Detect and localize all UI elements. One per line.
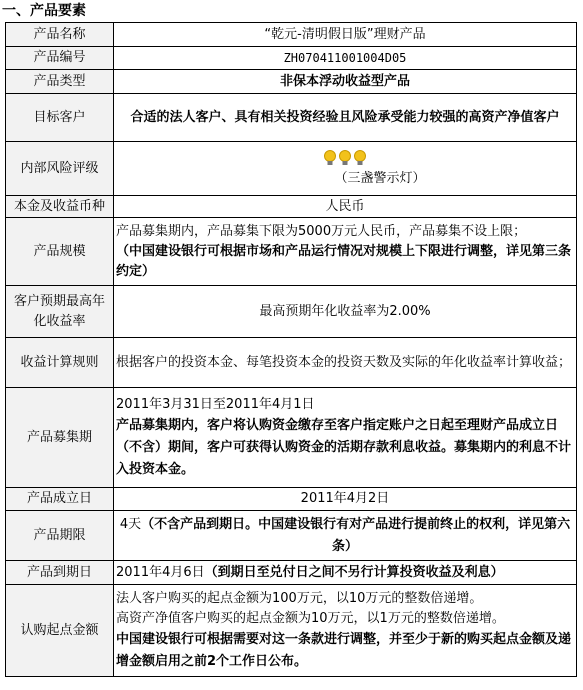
row-label: 收益计算规则	[6, 338, 114, 388]
table-row-name	[6, 23, 577, 47]
term-text: （不含产品到期日。中国建设银行有对产品进行提前终止的权利，详见第六条）	[141, 516, 571, 554]
minimum-line-1: 法人客户购买的起点金额为100万元，以10万元的整数倍递增。	[116, 590, 483, 606]
currency-value: 人民币	[114, 196, 577, 218]
minimum-line-3: 中国建设银行可根据需要对这一条款进行调整，并至少于新的购买起点金额及递增金额启用之前2个工作日公布。	[116, 631, 572, 669]
scale-line-2: （中国建设银行可根据市场和产品运行情况对规模上下限进行调整，详见第三条约定）	[116, 243, 572, 279]
table-row-risk	[6, 142, 577, 196]
establish-value: 2011年4月2日	[114, 488, 577, 511]
target-customer-value: 合适的法人客户、具有相关投资经验且风险承受能力较强的高资产净值客户	[114, 94, 577, 142]
row-label: 产品募集期	[6, 388, 114, 488]
light-bulb-icon	[323, 149, 337, 167]
maturity-cell	[114, 561, 577, 585]
light-bulb-icon	[338, 149, 352, 167]
row-label: 产品类型	[6, 70, 114, 94]
table-row-scale	[6, 218, 577, 286]
product-code-value: ZH070411001004D05	[114, 47, 577, 70]
table-row-raise	[6, 388, 577, 488]
section-title: 一、产品要素	[2, 3, 86, 19]
risk-rating-cell	[114, 142, 577, 196]
table-row-code	[6, 47, 577, 70]
table-row-maturity	[6, 561, 577, 585]
table-row-target	[6, 94, 577, 142]
row-label: 客户预期最高年化收益率	[6, 286, 114, 338]
warning-lights	[323, 149, 367, 167]
term-cell	[114, 511, 577, 561]
row-label: 产品期限	[6, 511, 114, 561]
row-label: 本金及收益币种	[6, 196, 114, 218]
yield-value: 最高预期年化收益率为2.00%	[114, 286, 577, 338]
product-type-value: 非保本浮动收益型产品	[114, 70, 577, 94]
row-label: 产品成立日	[6, 488, 114, 511]
table-row-minimum	[6, 585, 577, 677]
row-label: 目标客户	[6, 94, 114, 142]
scale-cell	[114, 218, 577, 286]
term-days: 4天	[119, 516, 142, 532]
table-row-calc	[6, 338, 577, 388]
raise-text: 产品募集期内，客户将认购资金缴存至客户指定账户之日起至理财产品成立日（不含）期间，客户可获得认购资金的活期存款利息收益。募集期内的利息不计入投资本金。	[116, 417, 572, 477]
row-label: 内部风险评级	[6, 142, 114, 196]
scale-line-1: 产品募集期内，产品募集下限为5000万元人民币，产品募集不设上限；	[116, 223, 527, 239]
product-elements-table	[5, 22, 577, 677]
row-label: 认购起点金额	[6, 585, 114, 677]
table-row-currency	[6, 196, 577, 218]
maturity-date: 2011年4月6日	[116, 564, 205, 580]
minimum-cell	[114, 585, 577, 677]
maturity-text: （到期日至兑付日之间不另行计算投资收益及利息）	[204, 564, 504, 580]
row-label: 产品编号	[6, 47, 114, 70]
raise-cell	[114, 388, 577, 488]
row-label: 产品到期日	[6, 561, 114, 585]
table-row-term	[6, 511, 577, 561]
table-row-establish	[6, 488, 577, 511]
raise-dates: 2011年3月31日至2011年4月1日	[116, 396, 315, 412]
product-name-value: “乾元-清明假日版”理财产品	[114, 23, 577, 47]
row-label: 产品名称	[6, 23, 114, 47]
light-bulb-icon	[353, 149, 367, 167]
table-row-yield	[6, 286, 577, 338]
risk-note: （三盏警示灯）	[334, 170, 426, 186]
minimum-line-2: 高资产净值客户购买的起点金额为10万元，以1万元的整数倍递增。	[116, 610, 505, 626]
row-label: 产品规模	[6, 218, 114, 286]
calc-rule-value: 根据客户的投资本金、每笔投资本金的投资天数及实际的年化收益率计算收益；	[114, 338, 577, 388]
table-row-type	[6, 70, 577, 94]
